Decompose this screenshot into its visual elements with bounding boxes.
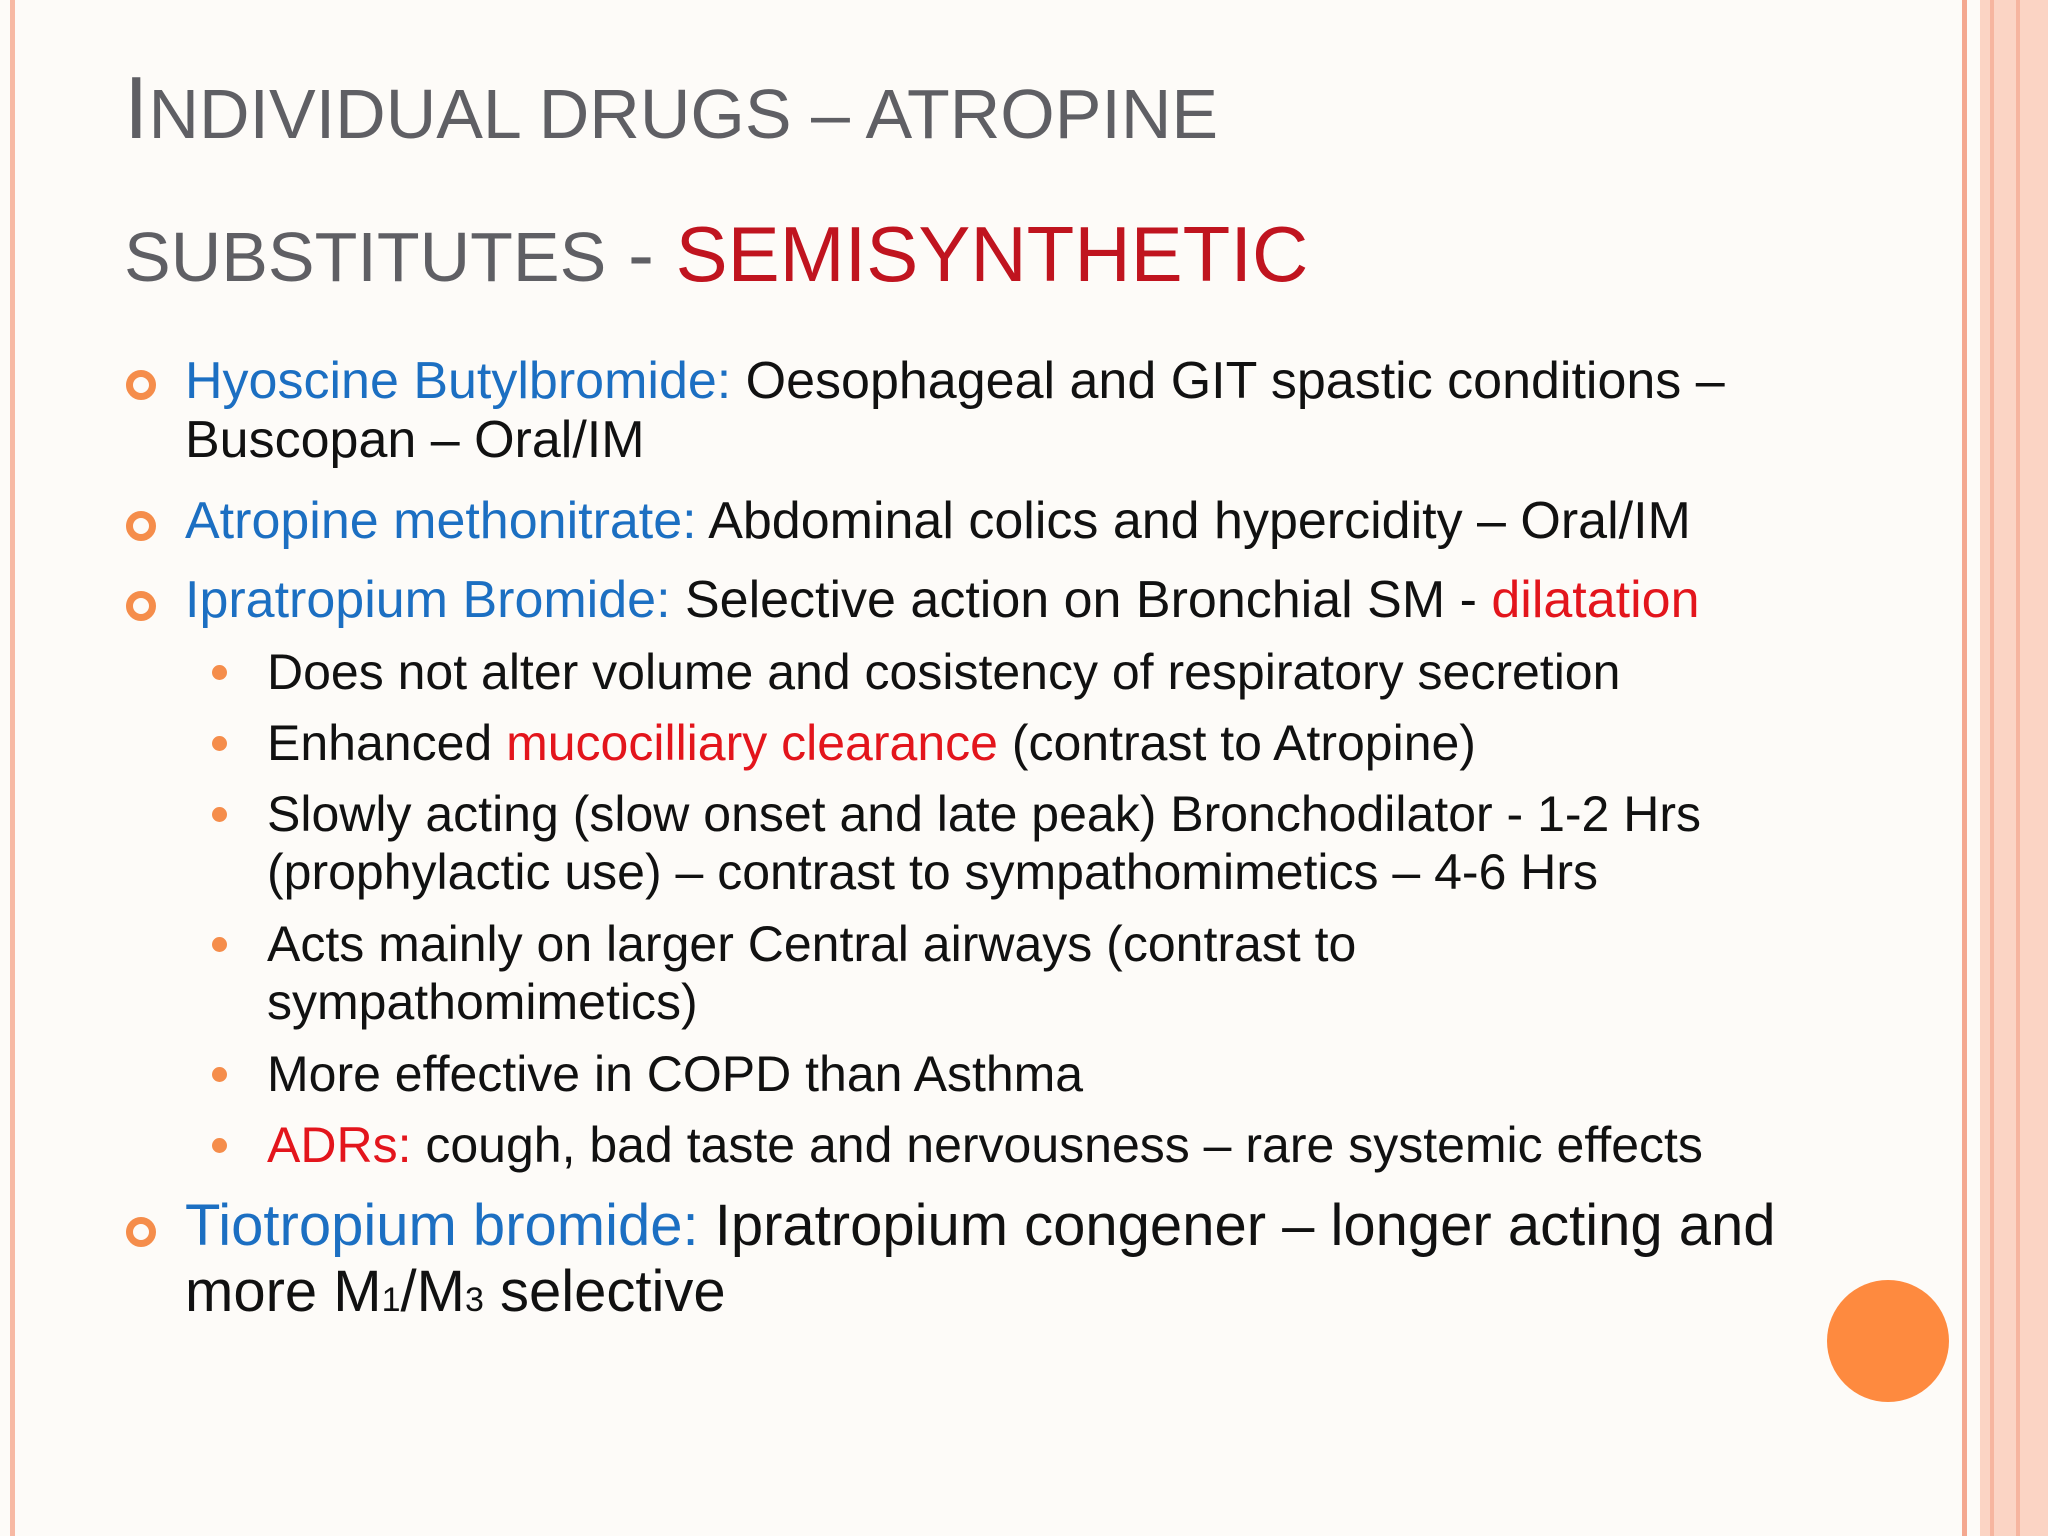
title-text: ATROPINE xyxy=(865,75,1219,153)
drug-description: Oesophageal and GIT spastic conditions – xyxy=(731,352,1725,410)
dot-bullet-icon xyxy=(212,665,227,680)
sub-item xyxy=(267,785,1701,901)
sub-item-text: Acts mainly on larger Central airways (contrast to xyxy=(267,916,1357,972)
drug-description: Buscopan – Oral/IM xyxy=(185,411,645,469)
dot-bullet-icon xyxy=(212,1138,227,1153)
list-item-ipratropium xyxy=(185,571,1700,630)
orange-circle-decoration xyxy=(1827,1280,1949,1402)
slide-title xyxy=(124,48,1924,337)
drug-description: Selective action on Bronchial SM - xyxy=(670,571,1492,629)
right-band-stripe xyxy=(1990,0,1994,1536)
drug-name: Ipratropium Bromide: xyxy=(185,571,671,629)
highlight-text: mucocilliary clearance xyxy=(506,715,998,771)
sub-item-text: sympathomimetics) xyxy=(267,974,698,1030)
left-border-line xyxy=(10,0,15,1536)
sub-item-text: (contrast to Atropine) xyxy=(997,715,1476,771)
title-dash: – xyxy=(791,75,866,153)
sub-item: More effective in COPD than Asthma xyxy=(267,1046,1084,1102)
text-part: /M xyxy=(400,1259,465,1324)
title-accent: SEMISYNTHETIC xyxy=(675,210,1309,298)
highlight-text: dilatation xyxy=(1491,571,1700,629)
drug-description: Ipratropium congener – longer acting and xyxy=(698,1193,1776,1258)
drug-description xyxy=(185,1259,1776,1333)
title-text: NDIVIDUAL DRUGS xyxy=(148,75,792,153)
ring-bullet-icon xyxy=(126,591,156,621)
list-item-hyoscine xyxy=(185,352,1725,470)
subscript: 3 xyxy=(464,1281,484,1319)
title-text: SUBSTITUTES xyxy=(124,218,607,296)
sub-item: Does not alter volume and cosistency of respiratory secretion xyxy=(267,644,1621,700)
list-item-tiotropium xyxy=(185,1193,1776,1333)
dot-bullet-icon xyxy=(212,736,227,751)
sub-item xyxy=(267,714,1476,772)
ring-bullet-icon xyxy=(126,511,156,541)
ring-bullet-icon xyxy=(126,1217,156,1247)
title-line-1 xyxy=(124,48,1924,194)
dot-bullet-icon xyxy=(212,937,227,952)
title-line-2 xyxy=(124,194,1924,337)
dot-bullet-icon xyxy=(212,807,227,822)
drug-name: Tiotropium bromide: xyxy=(185,1193,699,1258)
sub-item-text: (prophylactic use) – contrast to sympathomimetics – 4-6 Hrs xyxy=(267,844,1599,900)
drug-name: Hyoscine Butylbromide: xyxy=(185,352,732,410)
drug-description: Abdominal colics and hypercidity – Oral/IM xyxy=(696,492,1691,550)
sub-item-text: Enhanced xyxy=(267,715,507,771)
sub-item xyxy=(267,1116,1703,1174)
list-item-atropine-methonitrate xyxy=(185,492,1691,551)
right-band-stripe xyxy=(2016,0,2020,1536)
sub-item-text: cough, bad taste and nervousness – rare systemic effects xyxy=(411,1117,1703,1173)
drug-name: Atropine methonitrate: xyxy=(185,492,697,550)
sub-item-text: Slowly acting (slow onset and late peak) Bronchodilator - 1-2 Hrs xyxy=(267,786,1702,842)
title-initial: I xyxy=(124,58,149,157)
text-part: more M xyxy=(185,1259,382,1324)
highlight-text: ADRs: xyxy=(267,1117,412,1173)
sub-item xyxy=(267,915,1356,1031)
title-separator: - xyxy=(606,210,676,298)
text-part: selective xyxy=(483,1259,726,1324)
dot-bullet-icon xyxy=(212,1067,227,1082)
ring-bullet-icon xyxy=(126,370,156,400)
subscript: 1 xyxy=(381,1281,401,1319)
right-border-line xyxy=(1962,0,1967,1536)
